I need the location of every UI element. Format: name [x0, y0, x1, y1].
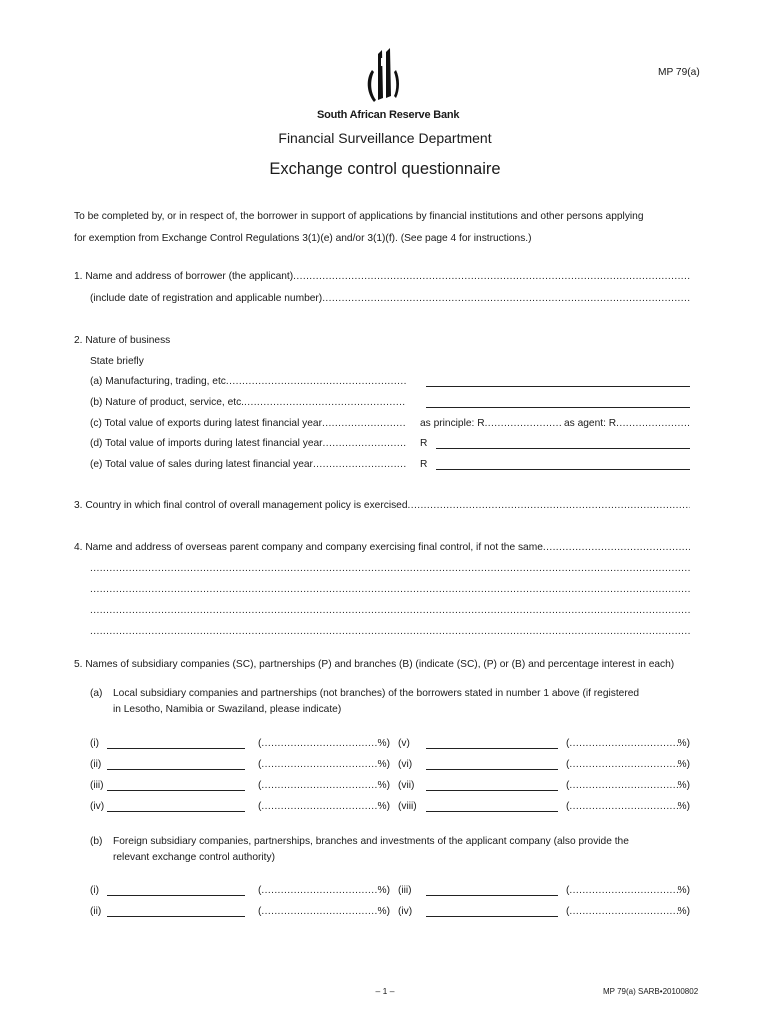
pct-open: (: [258, 780, 262, 791]
department-title: Financial Surveillance Department: [278, 130, 492, 146]
sarb-logo: [356, 48, 416, 106]
row-right-percent-input[interactable]: [566, 758, 690, 771]
row-left-percent-input[interactable]: [258, 800, 390, 813]
q4-line-3[interactable]: [90, 583, 690, 596]
q4-line-5[interactable]: [90, 625, 690, 638]
row-right-name-input[interactable]: [426, 769, 558, 770]
intro-line-2: for exemption from Exchange Control Regulations 3(1)(e) and/or 3(1)(f). (See page 4 for instructions.): [74, 233, 532, 244]
pct-open: (: [258, 801, 262, 812]
row-right-name-input[interactable]: [426, 790, 558, 791]
pct-close: %): [677, 801, 690, 812]
q2e-label: (e) Total value of sales during latest financial year: [90, 459, 313, 470]
row-right-marker: (vi): [398, 759, 413, 770]
q5a-marker: (a): [90, 688, 103, 699]
pct-close: %): [377, 780, 390, 791]
row-right-marker: (iii): [398, 885, 412, 896]
q5b-line-1: Foreign subsidiary companies, partnerships, branches and investments of the applicant company (also provide the: [113, 836, 629, 847]
q2b-input[interactable]: [426, 407, 690, 408]
row-left-name-input[interactable]: [107, 916, 245, 917]
row-right-name-input[interactable]: [426, 748, 558, 749]
q4-field[interactable]: [74, 541, 690, 554]
pct-close: %): [677, 885, 690, 896]
pct-close: %): [677, 738, 690, 749]
row-left-marker: (i): [90, 738, 100, 749]
pct-open: (: [566, 738, 570, 749]
pct-close: %): [377, 738, 390, 749]
q5-label: 5. Names of subsidiary companies (SC), partnerships (P) and branches (B) (indicate (SC), (P) or (B) and percentage interest in each): [74, 659, 675, 670]
q2a-label-row: [90, 375, 406, 388]
pct-close: %): [677, 906, 690, 917]
q2c-label: (c) Total value of exports during latest financial year: [90, 418, 322, 429]
row-right-marker: (iv): [398, 906, 413, 917]
bank-name: South African Reserve Bank: [317, 109, 460, 121]
q2d-label: (d) Total value of imports during latest financial year: [90, 438, 323, 449]
q2d-rand: R: [420, 438, 428, 449]
row-left-percent-input[interactable]: [258, 758, 390, 771]
q2d-input[interactable]: [436, 448, 690, 449]
sarb-emblem-icon: [356, 48, 416, 106]
q4-line-2[interactable]: [90, 562, 690, 575]
row-right-name-input[interactable]: [426, 895, 558, 896]
pct-open: (: [566, 885, 570, 896]
q2c-principal-input[interactable]: [420, 417, 563, 430]
q1-sub-label: (include date of registration and applicable number): [90, 293, 323, 304]
row-right-percent-input[interactable]: [566, 884, 690, 897]
row-left-marker: (ii): [90, 906, 102, 917]
footer-form-code: MP 79(a) SARB•20100802: [603, 987, 699, 996]
row-left-marker: (i): [90, 885, 100, 896]
q5a-line-2: in Lesotho, Namibia or Swaziland, please indicate): [113, 704, 342, 715]
row-right-percent-input[interactable]: [566, 779, 690, 792]
form-code: MP 79(a): [658, 67, 700, 78]
row-left-name-input[interactable]: [107, 790, 245, 791]
row-left-name-input[interactable]: [107, 811, 245, 812]
pct-open: (: [258, 738, 262, 749]
q1-name-address-field[interactable]: [74, 270, 690, 283]
pct-close: %): [377, 759, 390, 770]
pct-open: (: [566, 780, 570, 791]
q2a-input[interactable]: [426, 386, 690, 387]
page-title: Exchange control questionnaire: [269, 160, 501, 178]
pct-close: %): [677, 759, 690, 770]
q5b-line-2: relevant exchange control authority): [113, 852, 275, 863]
q2c-agent-input[interactable]: [564, 417, 690, 430]
pct-open: (: [566, 906, 570, 917]
row-left-percent-input[interactable]: [258, 905, 390, 918]
row-left-percent-input[interactable]: [258, 884, 390, 897]
q5a-line-1: Local subsidiary companies and partnerships (not branches) of the borrowers stated in number 1 above (if registered: [113, 688, 640, 699]
q2e-input[interactable]: [436, 469, 690, 470]
pct-close: %): [377, 801, 390, 812]
agent-label: as agent: R: [564, 418, 617, 429]
q2e-label-row: [90, 458, 406, 471]
row-right-percent-input[interactable]: [566, 905, 690, 918]
q2b-label: (b) Nature of product, service, etc.: [90, 397, 245, 408]
q4-label: 4. Name and address of overseas parent company and company exercising final control, if not the same: [74, 542, 543, 553]
pct-close: %): [677, 780, 690, 791]
q5b-marker: (b): [90, 836, 103, 847]
row-right-percent-input[interactable]: [566, 800, 690, 813]
row-left-name-input[interactable]: [107, 748, 245, 749]
q3-field[interactable]: [74, 499, 690, 512]
row-right-name-input[interactable]: [426, 916, 558, 917]
row-left-name-input[interactable]: [107, 895, 245, 896]
principal-label: as principle: R: [420, 418, 485, 429]
row-right-marker: (vii): [398, 780, 415, 791]
row-right-marker: (v): [398, 738, 410, 749]
q2e-rand: R: [420, 459, 428, 470]
q3-label: 3. Country in which final control of overall management policy is exercised: [74, 500, 408, 511]
q2-sub-label: State briefly: [90, 356, 144, 367]
row-left-marker: (iii): [90, 780, 104, 791]
q4-line-4[interactable]: [90, 604, 690, 617]
pct-open: (: [258, 759, 262, 770]
row-left-name-input[interactable]: [107, 769, 245, 770]
row-left-marker: (ii): [90, 759, 102, 770]
q1-registration-field[interactable]: [90, 292, 690, 305]
row-left-marker: (iv): [90, 801, 105, 812]
pct-open: (: [258, 906, 262, 917]
pct-close: %): [377, 885, 390, 896]
row-right-percent-input[interactable]: [566, 737, 690, 750]
pct-open: (: [566, 801, 570, 812]
row-right-name-input[interactable]: [426, 811, 558, 812]
pct-open: (: [566, 759, 570, 770]
row-left-percent-input[interactable]: [258, 737, 390, 750]
page-number: – 1 –: [375, 986, 395, 996]
pct-open: (: [258, 885, 262, 896]
q2c-label-row: [90, 417, 406, 430]
row-right-marker: (viii): [398, 801, 417, 812]
q2b-label-row: [90, 396, 406, 409]
pct-close: %): [377, 906, 390, 917]
q2-label: 2. Nature of business: [74, 335, 171, 346]
q2a-label: (a) Manufacturing, trading, etc: [90, 376, 226, 387]
row-left-percent-input[interactable]: [258, 779, 390, 792]
intro-line-1: To be completed by, or in respect of, the borrower in support of applications by financial institutions and other persons applying: [74, 211, 644, 222]
q1-label: 1. Name and address of borrower (the applicant): [74, 271, 294, 282]
q2d-label-row: [90, 437, 406, 450]
